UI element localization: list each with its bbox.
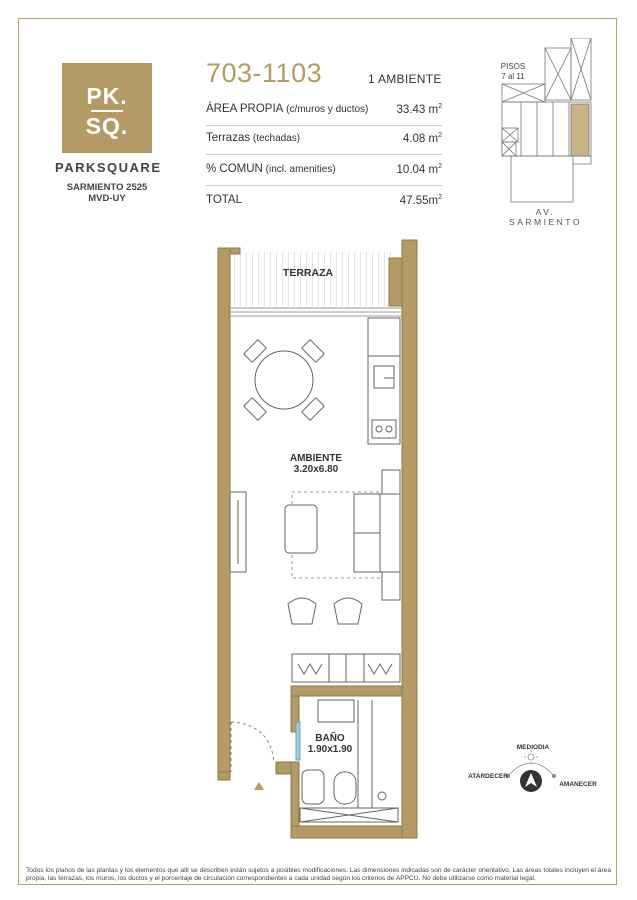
area-label: TOTAL — [206, 194, 242, 206]
unit-type: 1 AMBIENTE — [368, 72, 442, 86]
coffee-table — [285, 505, 317, 553]
label-ambiente: AMBIENTE — [289, 453, 343, 464]
key-map-floors-label: PISOS — [500, 62, 526, 71]
entrance-door — [231, 722, 274, 772]
logo-text-bottom: SQ. — [85, 113, 129, 139]
dining-set — [218, 314, 351, 447]
wall-right — [402, 240, 417, 838]
tv-cabinet — [292, 654, 400, 682]
logo-text-top: PK. — [86, 83, 128, 109]
compass-label-amanecer: AMANECER — [559, 781, 597, 788]
unit-number: 703-1103 — [206, 58, 323, 88]
compass-label-atardecer: ATARDECER — [468, 773, 508, 780]
wall-entry-left — [218, 772, 230, 780]
key-map-street: AV. SARMIENTO — [509, 207, 582, 227]
label-ambiente-dims: 3.20x6.80 — [293, 464, 339, 475]
label-bano-dims: 1.90x1.90 — [307, 744, 353, 755]
compass-label-mediodia: MEDIODIA — [516, 744, 550, 751]
wall-terrace-pillar — [389, 258, 402, 306]
area-value: $47.55m^2$ — [399, 194, 442, 207]
terrace-floor — [232, 252, 396, 306]
entry-arrow-icon — [254, 782, 264, 790]
bath-window — [296, 722, 300, 760]
area-value: 33.43 $m^2$ — [396, 103, 442, 116]
area-value: 10.04 $m^2$ — [396, 163, 442, 176]
sun-icon — [528, 754, 534, 760]
address-city: MVD-UY — [88, 193, 126, 204]
toilet — [302, 770, 324, 804]
compass-rose — [506, 750, 556, 792]
area-label: % COMUN (incl. amenities) — [206, 163, 336, 175]
brand-name: PARKSQUARE — [55, 160, 162, 175]
area-label: ÁREA PROPIA (c/muros y ductos) — [206, 103, 369, 115]
area-value: 4.08 $m^2$ — [402, 132, 442, 145]
legal-disclaimer: Todos los planos de las plantas y los elementos que allí se describen están sujetos a posibles modificaciones. Las dimensiones indicadas son de carácter orientativo. Las áreas totales incluyen el área propia, las terrazas, los muros, los ductos y el porcentaje de circulación correspondientes a cada unidad según los criterios de APPCU. No debe utilizarse como material legal. — [26, 867, 611, 883]
wall-terrace-top — [230, 248, 240, 254]
wall-entry — [276, 762, 291, 774]
wall-bath-top — [291, 686, 402, 696]
address-street: SARMIENTO 2525 — [66, 182, 148, 193]
key-map-floors-range: 7 al 11 — [501, 72, 525, 81]
label-bano: BAÑO — [315, 733, 345, 744]
wall-left — [218, 248, 230, 780]
armchair-left — [288, 598, 316, 624]
kitchen-sink — [374, 366, 394, 388]
label-terraza: TERRAZA — [282, 267, 334, 279]
fridge — [368, 318, 400, 356]
area-label: Terrazas (techadas) — [206, 132, 301, 144]
armchair-right — [334, 598, 362, 624]
bath-sink — [318, 700, 354, 722]
shower-drain — [378, 792, 386, 800]
bidet — [334, 772, 356, 804]
wall-bath-bottom — [291, 826, 402, 838]
